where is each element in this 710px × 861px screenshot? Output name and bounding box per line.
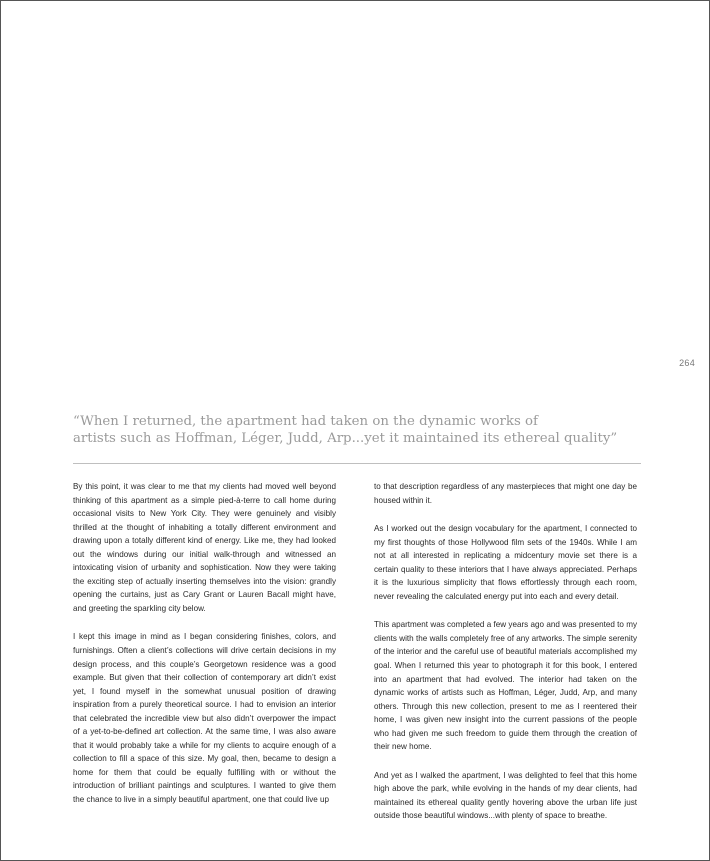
body-paragraph: I kept this image in mind as I began considering finishes, colors, and furnishings. Often a client’s collections will drive certain decisions in my design process, and this couple’s Georgetown residence was a good example. But given that their collection of contemporary art didn’t exist yet, I found myself in the somewhat unusual position of drawing inspiration from a purely theoretical source. I had to envision an interior that celebrated the incredible view but also didn’t overpower the impact of a yet-to-be-defined art collection. At the same time, I was also aware that it would probably take a while for my clients to acquire enough of a collection to fill a space of this size. My goal, then, became to design a home for them that could be equally fulfilling with or without the introduction of brilliant paintings and sculptures. I wanted to give them the chance to live in a simply beautiful apartment, one that could live up	[73, 632, 336, 805]
page-number: 264	[679, 358, 695, 368]
pull-quote-line-2: artists such as Hoffman, Léger, Judd, Arp...yet it maintained its ethereal quality”	[73, 431, 618, 446]
body-paragraph: As I worked out the design vocabulary for the apartment, I connected to my first thoughts of those Hollywood film sets of the 1940s. While I am not at all interested in replicating a midcentury movie set there is a certain quality to these interiors that I have always appreciated. Perhaps it is the luxurious simplicity that flows effortlessly through each room, never revealing the calculated energy put into each and every detail.	[374, 524, 637, 601]
pull-quote	[73, 413, 653, 447]
body-paragraph: By this point, it was clear to me that my clients had moved well beyond thinking of this apartment as a simple pied-à-terre to call home during occasional visits to New York City. They were genuinely and visibly thrilled at the thought of inhabiting a totally different environment and drawing upon a totally different kind of energy. Like me, they had looked out the windows during our initial walk-through and witnessed an intoxicating vision of urbanity and sophistication. Now they were taking the exciting step of actually inserting themselves into the vision: grandly opening the curtains, just as Cary Grant or Lauren Bacall might have, and greeting the sparkling city below.	[73, 482, 336, 613]
text-column-left	[73, 480, 336, 822]
body-paragraph: And yet as I walked the apartment, I was delighted to feel that this home high above the park, while evolving in the hands of my dear clients, had maintained its ethereal quality gently hovering above the urban life just outside those beautiful windows...with plenty of space to breathe.	[374, 770, 637, 821]
body-paragraph: This apartment was completed a few years ago and was presented to my clients with the walls completely free of any artworks. The simple serenity of the interior and the careful use of beautiful materials accomplished my goal. When I returned this year to photograph it for this book, I entered into an apartment that had evolved. The interior had taken on the dynamic works of artists such as Hoffman, Léger, Judd, Arp, and many others. Through this new collection, present to me as I reentered their home, I was given new insight into the current passions of the people who had given me such freedom to guide them through the creation of their new home.	[374, 620, 637, 752]
body-paragraph: to that description regardless of any masterpieces that might one day be housed within it.	[374, 482, 637, 505]
pull-quote-line-1: “When I returned, the apartment had taken on the dynamic works of	[73, 414, 538, 429]
text-column-right	[374, 480, 637, 838]
divider-rule	[73, 463, 641, 464]
